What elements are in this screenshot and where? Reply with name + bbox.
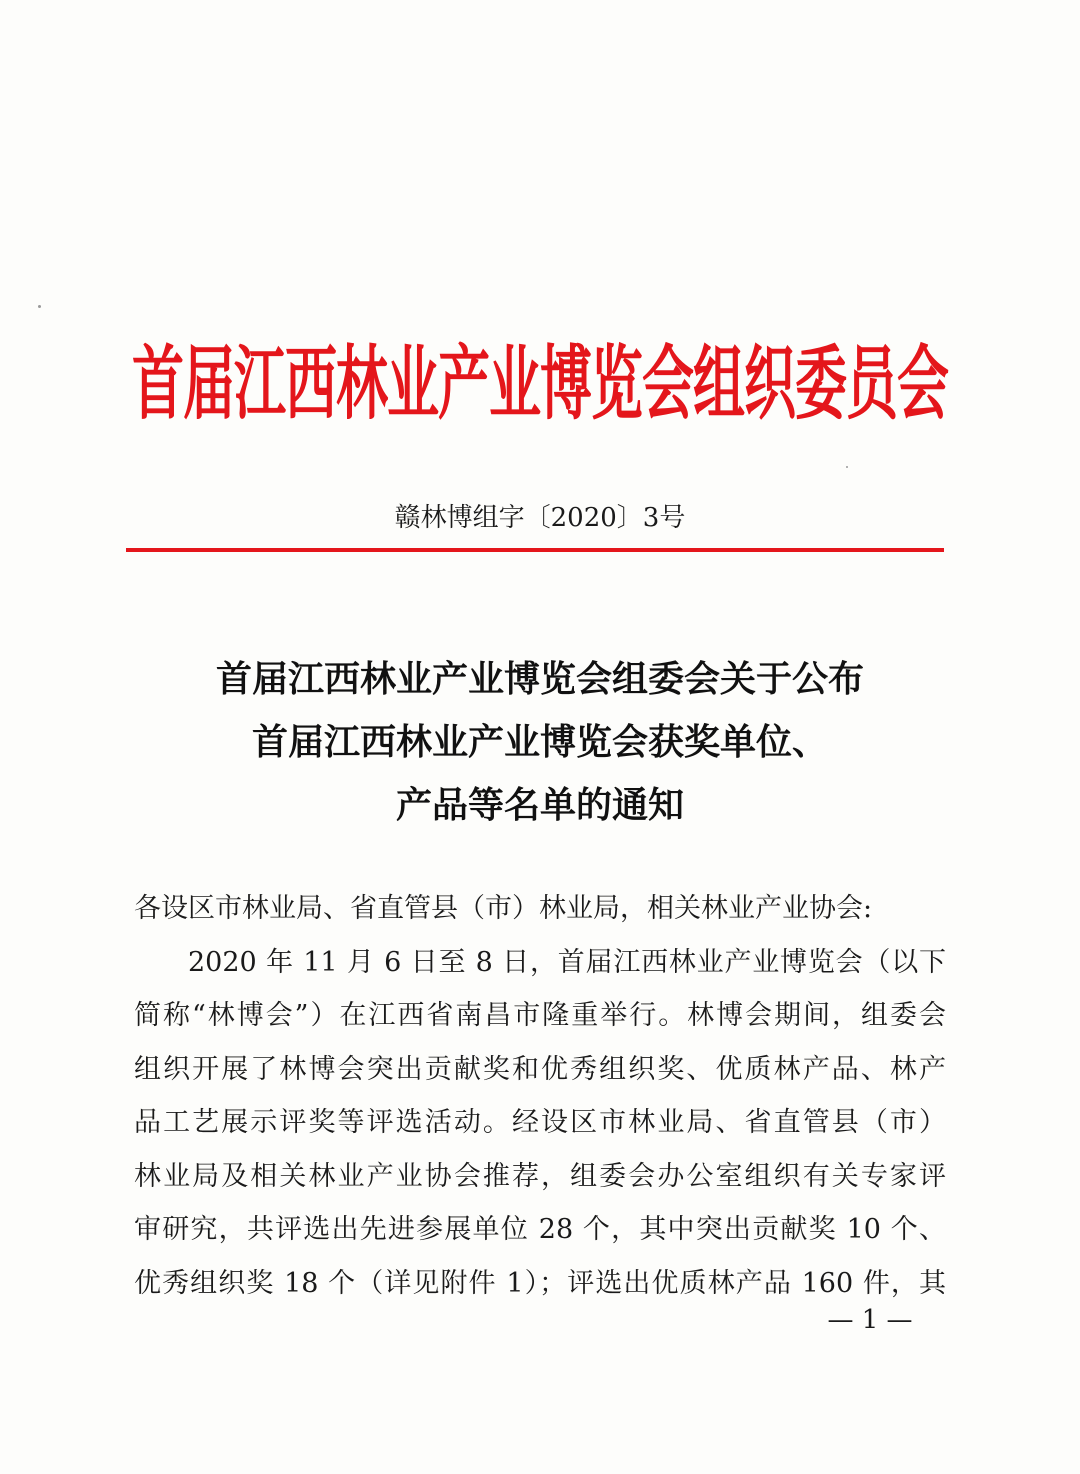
scan-speck xyxy=(38,305,41,308)
title-line: 首届江西林业产业博览会组委会关于公布 xyxy=(215,658,864,700)
body-line: 2020 年 11 月 6 日至 8 日，首届江西林业产业博览会（以下 xyxy=(188,946,946,978)
title-line: 产品等名单的通知 xyxy=(395,784,684,826)
body-line: 林业局及相关林业产业协会推荐，组委会办公室组织有关专家评 xyxy=(134,1160,946,1192)
title-line: 首届江西林业产业博览会获奖单位、 xyxy=(251,721,828,763)
scan-speck xyxy=(846,466,848,468)
issuer-heading: 首届江西林业产业博览会组织委员会 xyxy=(131,337,948,432)
body-line: 品工艺展示评奖等评选活动。经设区市林业局、省直管县（市） xyxy=(134,1107,946,1138)
body-line: 优秀组织奖 18 个（详见附件 1）；评选出优质林产品 160 件，其 xyxy=(134,1267,946,1299)
body-line: 组织开展了林博会突出贡献奖和优秀组织奖、优质林产品、林产 xyxy=(134,1053,946,1085)
notice-title xyxy=(0,648,1080,837)
document-number: 赣林博组字〔2020〕3号 xyxy=(394,503,686,533)
page-number: — 1 — xyxy=(827,1305,913,1335)
red-divider-line xyxy=(126,548,944,552)
salutation-line: 各设区市林业局、省直管县（市）林业局，相关林业产业协会: xyxy=(134,893,873,924)
body-line: 简称“林博会”）在江西省南昌市隆重举行。林博会期间，组委会 xyxy=(134,1000,946,1031)
notice-body xyxy=(134,882,946,1310)
body-line: 审研究，共评选出先进参展单位 28 个，其中突出贡献奖 10 个、 xyxy=(134,1214,946,1245)
